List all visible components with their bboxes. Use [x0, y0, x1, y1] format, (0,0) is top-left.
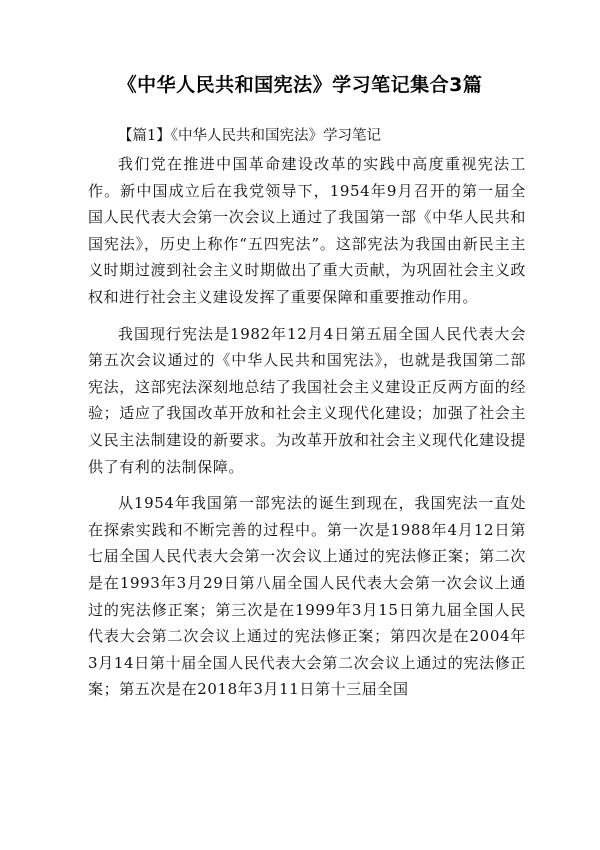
paragraph-2: 我国现行宪法是1982年12月4日第五届全国人民代表大会第五次会议通过的《中华人民共和国宪法》，也就是我国第二部宪法，这部宪法深刻地总结了我国社会主义建设正反两方面的经验；适应了我国改革开放和社会主义现代化建设；加强了社会主义民主法制建设的新要求。为改革开放和社会主义现代化建设提供了有利的法制保障。 [88, 324, 526, 476]
paragraph-3: 从1954年我国第一部宪法的诞生到现在，我国宪法一直处在探索实践和不断完善的过程中。第一次是1988年4月12日第七届全国人民代表大会第一次会议上通过的宪法修正案；第二次是在1993年3月29日第八届全国人民代表大会第一次会议上通过的宪法修正案；第三次是在1999年3月15日第九届全国人民代表大会第二次会议上通过的宪法修正案；第四次是在2004年3月14日第十届全国人民代表大会第二次会议上通过的宪法修正案；第五次是在2018年3月11日第十三届全国 [88, 494, 526, 699]
paragraph-1: 我们党在推进中国革命建设改革的实践中高度重视宪法工作。新中国成立后在我党领导下，1954年9月召开的第一届全国人民代表大会第一次会议上通过了我国第一部《中华人民共和国宪法》，历史上称作“五四宪法”。这部宪法为我国由新民主主义时期过渡到社会主义时期做出了重大贡献，为巩固社会主义政权和进行社会主义建设发挥了重要保障和重要推动作用。 [88, 155, 526, 306]
section-heading: 【篇1】《中华人民共和国宪法》学习笔记 [118, 128, 381, 144]
document-body [88, 151, 526, 703]
document-title: 《中华人民共和国宪法》学习笔记集合3篇 [117, 74, 483, 96]
